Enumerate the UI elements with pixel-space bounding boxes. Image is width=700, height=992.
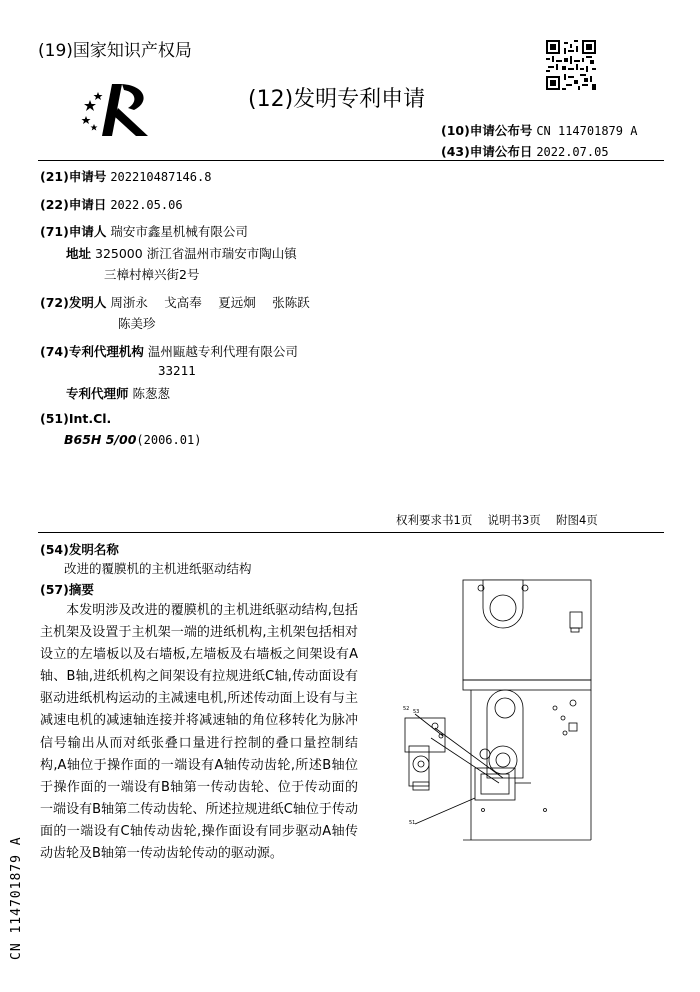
invention-title: 改进的覆膜机的主机进纸驱动结构 — [64, 561, 252, 576]
applicant: (71)申请人 瑞安市鑫星机械有限公司 — [40, 224, 248, 239]
ipc-code: B65H 5/00(2006.01) — [64, 432, 202, 447]
abstract-figure — [395, 578, 595, 843]
figure-label: 53 — [413, 709, 420, 715]
publication-date: (43)申请公布日 2022.07.05 — [441, 144, 609, 159]
figure-label: 52 — [403, 706, 410, 712]
divider — [38, 160, 664, 161]
abstract-label: (57)摘要 — [40, 582, 94, 597]
page-counts: 权利要求书1页 说明书3页 附图4页 — [396, 513, 598, 527]
divider — [38, 532, 664, 533]
inventors-line-2: 陈美珍 — [118, 316, 156, 331]
document-type: (12)发明专利申请 — [248, 87, 426, 112]
agency-code: 33211 — [158, 363, 196, 378]
application-date: (22)申请日 2022.05.06 — [40, 197, 183, 212]
publication-number: (10)申请公布号 CN 114701879 A — [441, 123, 638, 138]
office-name: (19)国家知识产权局 — [38, 41, 192, 61]
application-number: (21)申请号 202210487146.8 — [40, 169, 212, 184]
ipc-label: (51)Int.Cl. — [40, 411, 112, 426]
patent-agent: 专利代理师 陈葱葱 — [66, 386, 171, 401]
qr-code-icon — [546, 40, 596, 90]
cnipa-logo-icon — [78, 78, 156, 140]
abstract-text: 本发明涉及改进的覆膜机的主机进纸驱动结构,包括主机架及设置于主机架一端的进纸机构,主机架包括相对设立的左墙板以及右墙板,左墙板及右墙板之间架设有A轴、B轴,进纸机构之间架设有拉规进纸C轴,传动面设有驱动进纸机构运动的主减速电机,所述传动面上设有与主减速电机的减速轴连接并将减速轴的角位移转化为脉冲信号输出从而对纸张叠口量进行控制的叠口量控制结构,A轴位于操作面的一端设有A轴传动齿轮,所述B轴位于操作面的一端设有B轴第一传动齿轮、位于传动面的一端设有B轴第二传动齿轮、所述拉规进纸C轴位于传动面的一端设有C轴传动齿轮,操作面设有同步驱动A轴传动齿轮及B轴第一传动齿轮传动的驱动源。 — [40, 603, 358, 862]
address-line-2: 三樟村樟兴街2号 — [104, 267, 200, 282]
inventors: (72)发明人 周浙永 戈高奉 夏远炯 张陈跃 — [40, 295, 310, 310]
side-publication-number: CN 114701879 A — [9, 836, 24, 960]
title-label: (54)发明名称 — [40, 542, 119, 557]
address: 地址 325000 浙江省温州市瑞安市陶山镇 — [66, 246, 297, 261]
figure-label: 51 — [409, 820, 416, 826]
patent-agency: (74)专利代理机构 温州甌越专利代理有限公司 — [40, 344, 298, 359]
